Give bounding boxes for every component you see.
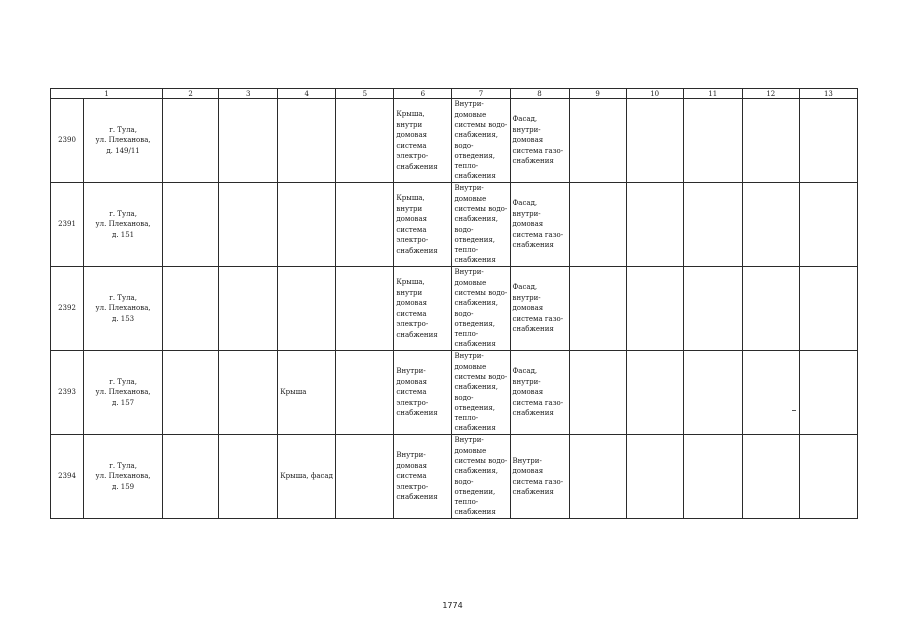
col4-cell [278, 183, 336, 267]
row-number: 2393 [51, 351, 84, 435]
table-row [51, 267, 858, 351]
col7-cell [452, 435, 510, 519]
address-text: г. Тула, ул. Плеханова, д. 157 [95, 377, 151, 407]
empty-cell [626, 267, 683, 351]
empty-cell [163, 267, 219, 351]
empty-cell [569, 267, 626, 351]
col8-text: Фасад, внутри- домовая система газо- снабжения [512, 367, 564, 418]
capital-repair-table [50, 88, 858, 519]
col7-text: Внутри- домовые системы водо- снабжения, водо- отведения, тепло- снабжения [454, 268, 508, 349]
empty-cell [336, 183, 394, 267]
table-row [51, 435, 858, 519]
address-cell [84, 435, 163, 519]
col8-cell [510, 435, 569, 519]
col6-cell [394, 351, 452, 435]
empty-cell [626, 435, 683, 519]
empty-cell [219, 183, 278, 267]
empty-cell [569, 183, 626, 267]
empty-cell [799, 267, 857, 351]
col6-cell [394, 99, 452, 183]
empty-cell [219, 351, 278, 435]
col6-cell [394, 183, 452, 267]
col4-cell [278, 435, 336, 519]
empty-cell [569, 435, 626, 519]
col4-cell [278, 351, 336, 435]
col8-text: Внутри- домовая система газо- снабжения [512, 456, 564, 496]
column-header: 7 [452, 89, 510, 99]
empty-cell [799, 99, 857, 183]
col8-text: Фасад, внутри- домовая система газо- снабжения [512, 199, 564, 250]
empty-cell [219, 99, 278, 183]
empty-cell [336, 435, 394, 519]
empty-cell [742, 435, 799, 519]
row-number: 2392 [51, 267, 84, 351]
address-cell [84, 351, 163, 435]
empty-cell [569, 351, 626, 435]
empty-cell [219, 267, 278, 351]
column-header: 11 [683, 89, 742, 99]
address-cell [84, 267, 163, 351]
column-header: 8 [510, 89, 569, 99]
column-header: 10 [626, 89, 683, 99]
column-header: 4 [278, 89, 336, 99]
header-row [51, 89, 858, 99]
empty-cell [626, 99, 683, 183]
empty-cell [163, 435, 219, 519]
empty-cell [336, 267, 394, 351]
col6-text: Крыша, внутри домовая система электро- снабжения [396, 194, 438, 255]
address-text: г. Тула, ул. Плеханова, д. 151 [95, 209, 151, 239]
empty-cell [569, 99, 626, 183]
table-row [51, 351, 858, 435]
col7-text: Внутри- домовые системы водо- снабжения, водо- отведении, тепло- снабжения [454, 436, 508, 517]
empty-cell [799, 435, 857, 519]
empty-cell [742, 183, 799, 267]
empty-cell [219, 435, 278, 519]
empty-cell [742, 351, 799, 435]
col6-text: Крыша, внутри домовая система электро- снабжения [396, 110, 438, 171]
col6-cell [394, 435, 452, 519]
table-row [51, 99, 858, 183]
empty-cell [336, 351, 394, 435]
col7-text: Внутри- домовые системы водо- снабжения, водо- отведения, тепло- снабжения [454, 184, 508, 265]
col6-text: Внутри- домовая система электро- снабжения [396, 451, 438, 502]
col6-text: Крыша, внутри домовая система электро- снабжения [396, 278, 438, 339]
col8-cell [510, 99, 569, 183]
empty-cell [163, 351, 219, 435]
empty-cell [683, 435, 742, 519]
column-header: 3 [219, 89, 278, 99]
col7-cell [452, 183, 510, 267]
empty-cell [163, 183, 219, 267]
empty-cell [683, 267, 742, 351]
address-cell [84, 183, 163, 267]
address-text: г. Тула, ул. Плеханова, д. 159 [95, 461, 151, 491]
column-header: 12 [742, 89, 799, 99]
address-text: г. Тула, ул. Плеханова, д. 153 [95, 293, 151, 323]
empty-cell [626, 183, 683, 267]
col8-text: Фасад, внутри- домовая система газо- снабжения [512, 115, 564, 166]
row-number: 2390 [51, 99, 84, 183]
address-text: г. Тула, ул. Плеханова, д. 149/11 [95, 125, 151, 155]
row-number: 2391 [51, 183, 84, 267]
col7-cell [452, 99, 510, 183]
empty-cell [742, 267, 799, 351]
row-number: 2394 [51, 435, 84, 519]
empty-cell [799, 183, 857, 267]
page-number: 1774 [442, 601, 463, 610]
empty-cell [163, 99, 219, 183]
column-header: 13 [799, 89, 857, 99]
col7-cell [452, 351, 510, 435]
address-cell [84, 99, 163, 183]
scan-mark [792, 410, 796, 411]
col8-cell [510, 267, 569, 351]
empty-cell [683, 351, 742, 435]
col6-cell [394, 267, 452, 351]
col8-cell [510, 183, 569, 267]
col4-text: Крыша [280, 388, 307, 397]
column-header: 1 [51, 89, 163, 99]
column-header: 9 [569, 89, 626, 99]
column-header: 2 [163, 89, 219, 99]
col4-cell [278, 99, 336, 183]
empty-cell [336, 99, 394, 183]
col7-text: Внутри- домовые системы водо- снабжения, водо- отведения, тепло- снабжения [454, 100, 508, 181]
table-row [51, 183, 858, 267]
empty-cell [626, 351, 683, 435]
col7-cell [452, 267, 510, 351]
column-header: 5 [336, 89, 394, 99]
col8-cell [510, 351, 569, 435]
col7-text: Внутри- домовые системы водо- снабжения, водо- отведения, тепло- снабжения [454, 352, 508, 433]
empty-cell [683, 183, 742, 267]
empty-cell [742, 99, 799, 183]
col6-text: Внутри- домовая система электро- снабжения [396, 367, 438, 418]
col8-text: Фасад, внутри- домовая система газо- снабжения [512, 283, 564, 334]
empty-cell [683, 99, 742, 183]
col4-cell [278, 267, 336, 351]
column-header: 6 [394, 89, 452, 99]
empty-cell [799, 351, 857, 435]
col4-text: Крыша, фасад [280, 472, 333, 481]
